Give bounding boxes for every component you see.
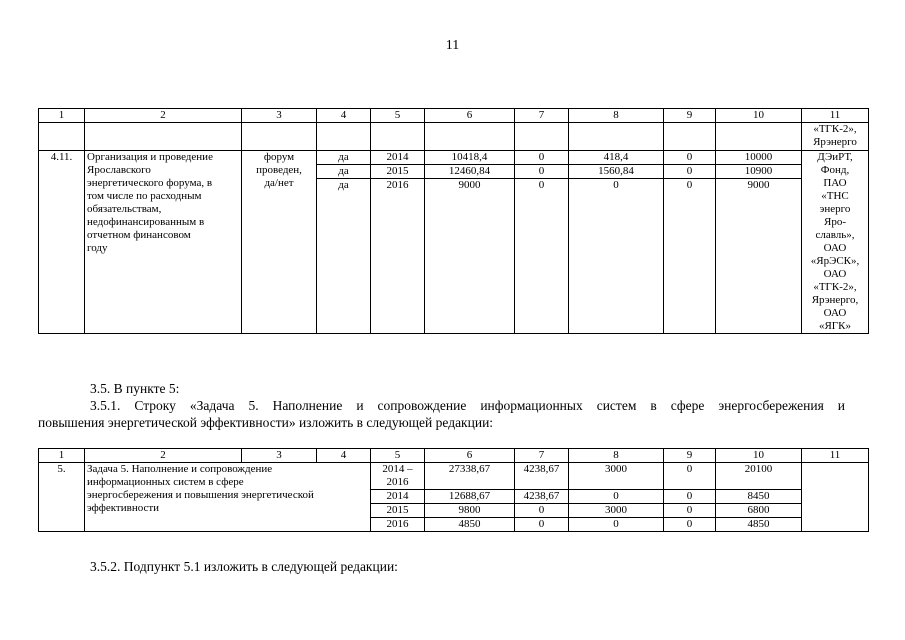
cell-line: энерго [819,203,851,215]
header-cell: 2 [85,449,242,463]
value-cell: 0 [515,518,569,532]
page-number: 11 [445,38,460,53]
value-cell: 0 [664,165,716,179]
value-cell: 0 [664,151,716,165]
value-cell: 0 [515,165,569,179]
cell-line: форум [263,151,295,163]
value-cell: 3000 [569,463,664,490]
indicator-cell [242,151,317,334]
value-cell: 0 [515,151,569,165]
cell-line: отчетном финансовом [87,229,191,241]
value-cell: 0 [664,179,716,334]
header-cell: 9 [664,109,716,123]
header-cell: 10 [716,109,802,123]
value-cell: 0 [664,518,716,532]
value-cell: 10418,4 [425,151,515,165]
header-cell: 1 [39,449,85,463]
cell-line: энергетического форума, в [87,177,213,189]
value-cell: 12688,67 [425,490,515,504]
header-cell: 10 [716,449,802,463]
cell-line: Яро- [824,216,846,228]
header-cell: 6 [425,449,515,463]
row-name [85,151,242,334]
header-cell: 9 [664,449,716,463]
executor-cell [802,463,869,532]
header-cell: 1 [39,109,85,123]
header-cell: 7 [515,109,569,123]
year-cell: 2014 [371,490,425,504]
row-name [85,463,371,532]
cell-line: «ТНС [821,190,849,202]
table-1-header-row [39,109,869,123]
cell-line: недофинансированным в [87,216,205,228]
cell-line: да/нет [264,177,294,189]
cell-line: году [87,242,108,254]
cell-line: ОАО [823,268,847,280]
cell-line: проведен, [256,164,302,176]
cell-line: Ярэнерго [813,136,857,148]
paragraph-3-5-1-line1: 3.5.1. Строку «Задача 5. Наполнение и сопровождение информационных систем в сфере энергосбережения и [90,398,845,413]
row-number: 4.11. [39,151,85,334]
value-cell: 0 [664,504,716,518]
header-cell: 2 [85,109,242,123]
table-2-header-row [39,449,869,463]
value-cell: 0 [569,518,664,532]
flag-cell: да [317,165,371,179]
value-cell: 0 [569,179,664,334]
value-cell: 0 [664,490,716,504]
value-cell: 9000 [716,179,802,334]
cell-line: славль», [815,229,855,241]
cell-line: Задача 5. Наполнение и сопровождение [87,463,273,475]
cell-line: том числе по расходным [87,190,202,202]
executor-cell [802,151,869,334]
header-cell: 4 [317,449,371,463]
header-cell: 11 [802,449,869,463]
cell-line: Ярэнерго, [811,294,859,306]
paragraph-3-5-2: 3.5.2. Подпункт 5.1 изложить в следующей редакции: [90,559,398,574]
value-cell: 0 [664,463,716,490]
value-cell: 8450 [716,490,802,504]
header-cell: 4 [317,109,371,123]
year-cell: 2015 [371,504,425,518]
cell-line: энергосбережения и повышения энергетической [87,489,314,501]
cell-line: Организация и проведение [87,151,213,163]
value-cell: 0 [515,179,569,334]
cell-line: Фонд, [820,164,850,176]
value-cell: 27338,67 [425,463,515,490]
cell-line: обязательствам, [87,203,162,215]
cell-line: ПАО [823,177,847,189]
cell-line: информационных систем в сфере [87,476,244,488]
table-2 [38,448,869,532]
header-cell: 8 [569,449,664,463]
cell-line: «ЯГК» [818,320,852,332]
table-1 [38,108,869,334]
row-number: 5. [39,463,85,532]
value-cell: 10000 [716,151,802,165]
value-cell: 9000 [425,179,515,334]
header-cell: 3 [242,109,317,123]
cell-line: «ТГК-2», [813,123,857,135]
cell-line: 2014 – [382,463,413,475]
paragraph-3-5: 3.5. В пункте 5: [90,381,180,396]
flag-cell: да [317,179,371,334]
cell-line: ДЭиРТ, [817,151,853,163]
executor-cell [802,123,869,151]
cell-line: «ТГК-2», [813,281,857,293]
value-cell: 0 [569,490,664,504]
year-cell [371,463,425,490]
cell-line: Ярославского [87,164,151,176]
cell-line: ОАО [823,242,847,254]
cell-line: ОАО [823,307,847,319]
table-row [39,151,869,165]
header-cell: 8 [569,109,664,123]
value-cell: 10900 [716,165,802,179]
header-cell: 7 [515,449,569,463]
paragraph-3-5-1-line2: повышения энергетической эффективности» изложить в следующей редакции: [38,415,494,430]
year-cell: 2015 [371,165,425,179]
value-cell: 3000 [569,504,664,518]
header-cell: 6 [425,109,515,123]
year-cell: 2014 [371,151,425,165]
value-cell: 20100 [716,463,802,490]
value-cell: 9800 [425,504,515,518]
year-cell: 2016 [371,518,425,532]
header-cell: 11 [802,109,869,123]
value-cell: 418,4 [569,151,664,165]
value-cell: 12460,84 [425,165,515,179]
table-row-continuation [39,123,869,151]
value-cell: 4850 [425,518,515,532]
header-cell: 5 [371,449,425,463]
value-cell: 4850 [716,518,802,532]
value-cell: 4238,67 [515,490,569,504]
value-cell: 1560,84 [569,165,664,179]
cell-line: эффективности [87,502,160,514]
year-cell: 2016 [371,179,425,334]
cell-line: 2016 [386,476,409,488]
value-cell: 0 [515,504,569,518]
value-cell: 4238,67 [515,463,569,490]
value-cell: 6800 [716,504,802,518]
cell-line: «ЯрЭСК», [810,255,860,267]
header-cell: 5 [371,109,425,123]
table-row [39,463,869,490]
header-cell: 3 [242,449,317,463]
flag-cell: да [317,151,371,165]
